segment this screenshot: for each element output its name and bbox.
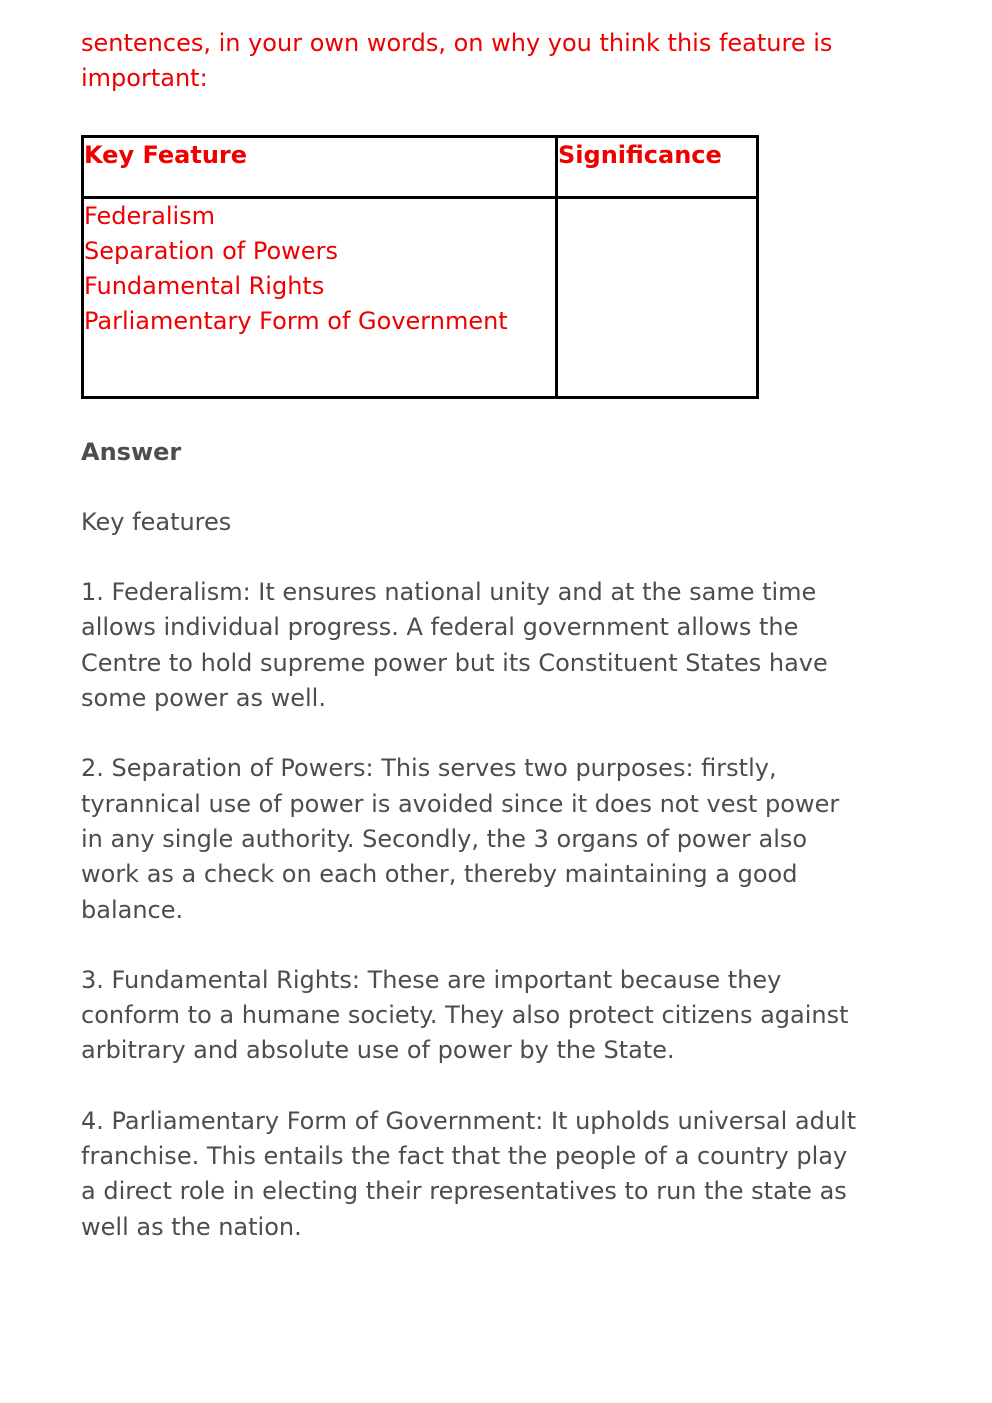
key-features-subheading: Key features <box>81 507 232 536</box>
key-feature-header: Key Feature <box>83 136 557 197</box>
feature-item-fundamental-rights: Fundamental Rights <box>84 272 325 301</box>
significance-header: Significance <box>557 136 758 197</box>
significance-cell <box>557 197 758 397</box>
answer-heading: Answer <box>81 437 182 466</box>
feature-item-federalism: Federalism <box>84 201 216 230</box>
table-header-row <box>83 136 758 197</box>
answer-item-separation-of-powers: 2. Separation of Powers: This serves two purposes: firstly, tyrannical use of power is avoided since it does not vest power in any single authority. Secondly, the 3 organs of power also work as a check on each other, thereby maintaining a good balance. <box>81 754 840 924</box>
answer-item-parliamentary-government: 4. Parliamentary Form of Government: It upholds universal adult franchise. This entails the fact that the people of a country play a direct role in electing their representatives to run the state as well as the nation. <box>81 1106 857 1241</box>
table-row <box>83 197 758 397</box>
key-features-table <box>81 135 759 399</box>
answer-item-fundamental-rights: 3. Fundamental Rights: These are important because they conform to a humane society. They also protect citizens against arbitrary and absolute use of power by the State. <box>81 965 849 1065</box>
answer-item-federalism: 1. Federalism: It ensures national unity and at the same time allows individual progress. A federal government allows the Centre to hold supreme power but its Constituent States have some power as well. <box>81 578 828 713</box>
feature-item-separation-of-powers: Separation of Powers <box>84 236 338 265</box>
document-page <box>81 26 861 1245</box>
feature-item-parliamentary-government: Parliamentary Form of Government <box>84 307 508 336</box>
question-intro-text: sentences, in your own words, on why you think this feature is important: <box>81 29 833 93</box>
feature-list-cell <box>83 197 557 397</box>
